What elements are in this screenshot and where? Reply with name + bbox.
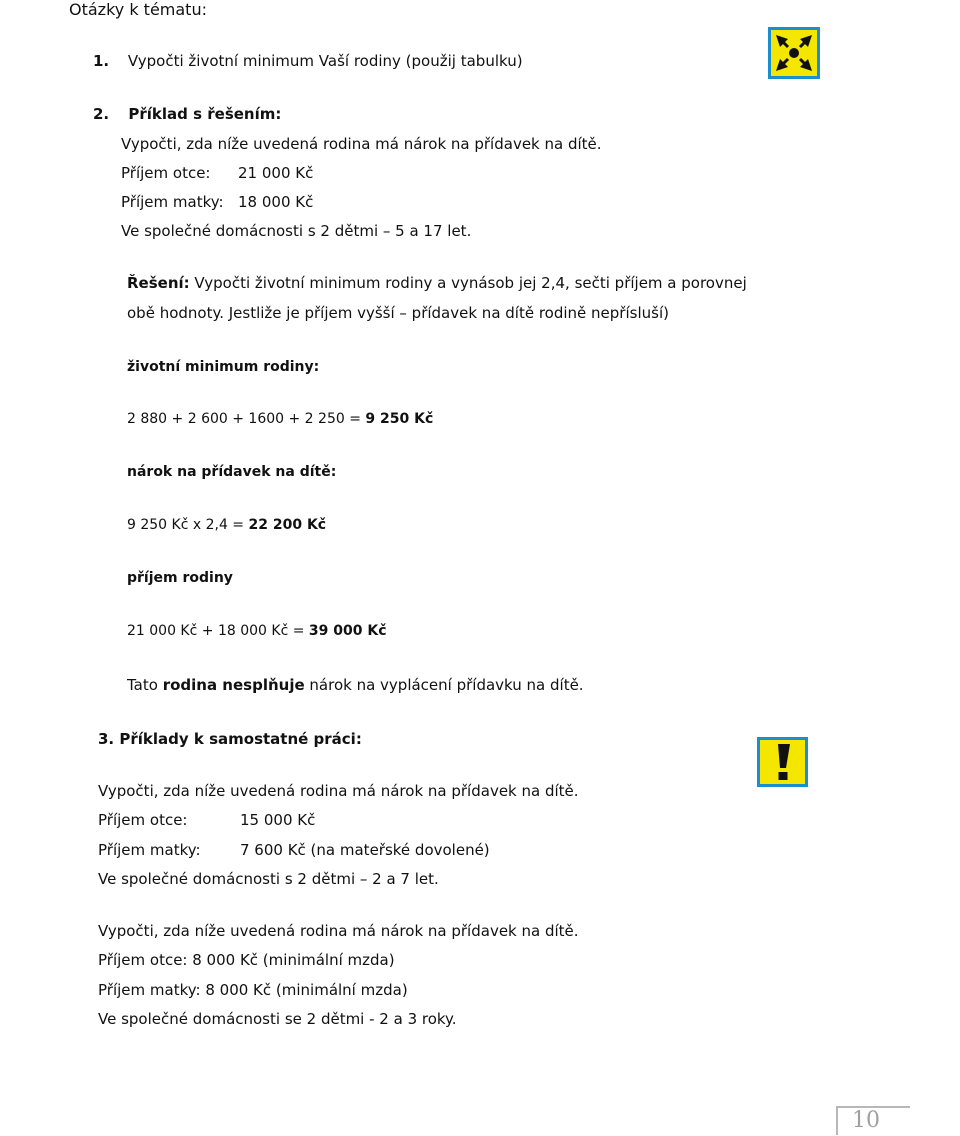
solution-line-1: [127, 273, 747, 293]
exercise-1-mother-label: Příjem matky:: [98, 841, 201, 859]
question-2-household: Ve společné domácnosti s 2 dětmi – 5 a 17 let.: [121, 222, 472, 240]
exercise-2-mother: Příjem matky: 8 000 Kč (minimální mzda): [98, 981, 408, 999]
solution-text-2: obě hodnoty. Jestliže je příjem vyšší – přídavek na dítě rodině nepřísluší): [127, 304, 669, 322]
income-calc-line: [127, 621, 387, 641]
exercise-1-mother: [98, 840, 490, 860]
min-result: 9 250 Kč: [365, 411, 434, 427]
conclusion-pre: Tato: [127, 676, 163, 694]
solution-label: Řešení:: [127, 274, 190, 292]
page-heading: Otázky k tématu:: [69, 0, 207, 19]
mother-value: 18 000 Kč: [238, 193, 314, 211]
claim-result: 22 200 Kč: [248, 517, 327, 533]
claim-calc-line: [127, 515, 326, 535]
question-3-header: [98, 729, 362, 749]
question-1-number: 1.: [93, 52, 110, 70]
income-label: příjem rodiny: [127, 570, 233, 586]
exercise-2-task: Vypočti, zda níže uvedená rodina má nárok na přídavek na dítě.: [98, 922, 579, 940]
question-2-header: [93, 104, 281, 124]
claim-calc: 9 250 Kč x 2,4 =: [127, 517, 249, 533]
min-calc: 2 880 + 2 600 + 1600 + 2 250 =: [127, 411, 366, 427]
exercise-1-father: [98, 810, 315, 830]
father-label: Příjem otce:: [121, 164, 211, 182]
question-2-mother-income: [121, 192, 313, 212]
income-result: 39 000 Kč: [308, 623, 387, 639]
question-1-text: Vypočti životní minimum Vaší rodiny (použij tabulku): [127, 52, 523, 70]
min-label: životní minimum rodiny:: [127, 359, 320, 375]
claim-label: nárok na přídavek na dítě:: [127, 464, 337, 480]
exercise-1-task: Vypočti, zda níže uvedená rodina má nárok na přídavek na dítě.: [98, 782, 579, 800]
exercise-1-father-label: Příjem otce:: [98, 811, 188, 829]
exercise-2-father: Příjem otce: 8 000 Kč (minimální mzda): [98, 951, 395, 969]
question-1: [93, 51, 523, 71]
father-value: 21 000 Kč: [238, 164, 314, 182]
page-number: 10: [852, 1108, 880, 1133]
exercise-2-household: Ve společné domácnosti se 2 dětmi - 2 a 3 roky.: [98, 1010, 457, 1028]
solution-text-1: Vypočti životní minimum rodiny a vynásob jej 2,4, sečti příjem a porovnej: [189, 274, 747, 292]
question-2-father-income: [121, 163, 313, 183]
conclusion-post: nárok na vyplácení přídavku na dítě.: [304, 676, 584, 694]
question-2-title: Příklad s řešením:: [128, 105, 282, 123]
conclusion: [127, 675, 584, 695]
mother-label: Příjem matky:: [121, 193, 224, 211]
exercise-1-household: Ve společné domácnosti s 2 dětmi – 2 a 7 let.: [98, 870, 439, 888]
question-2-number: 2.: [93, 105, 110, 123]
focus-arrows-icon: [768, 27, 820, 79]
question-2-task: Vypočti, zda níže uvedená rodina má nárok na přídavek na dítě.: [121, 135, 602, 153]
min-calc-line: [127, 409, 433, 429]
exclamation-icon: [757, 737, 808, 787]
income-calc: 21 000 Kč + 18 000 Kč =: [127, 623, 309, 639]
conclusion-bold: rodina nesplňuje: [162, 676, 305, 694]
question-3-number: 3.: [98, 730, 115, 748]
question-3-title: Příklady k samostatné práci:: [119, 730, 362, 748]
exercise-1-mother-value: 7 600 Kč (na mateřské dovolené): [240, 841, 490, 859]
exercise-1-father-value: 15 000 Kč: [240, 811, 316, 829]
